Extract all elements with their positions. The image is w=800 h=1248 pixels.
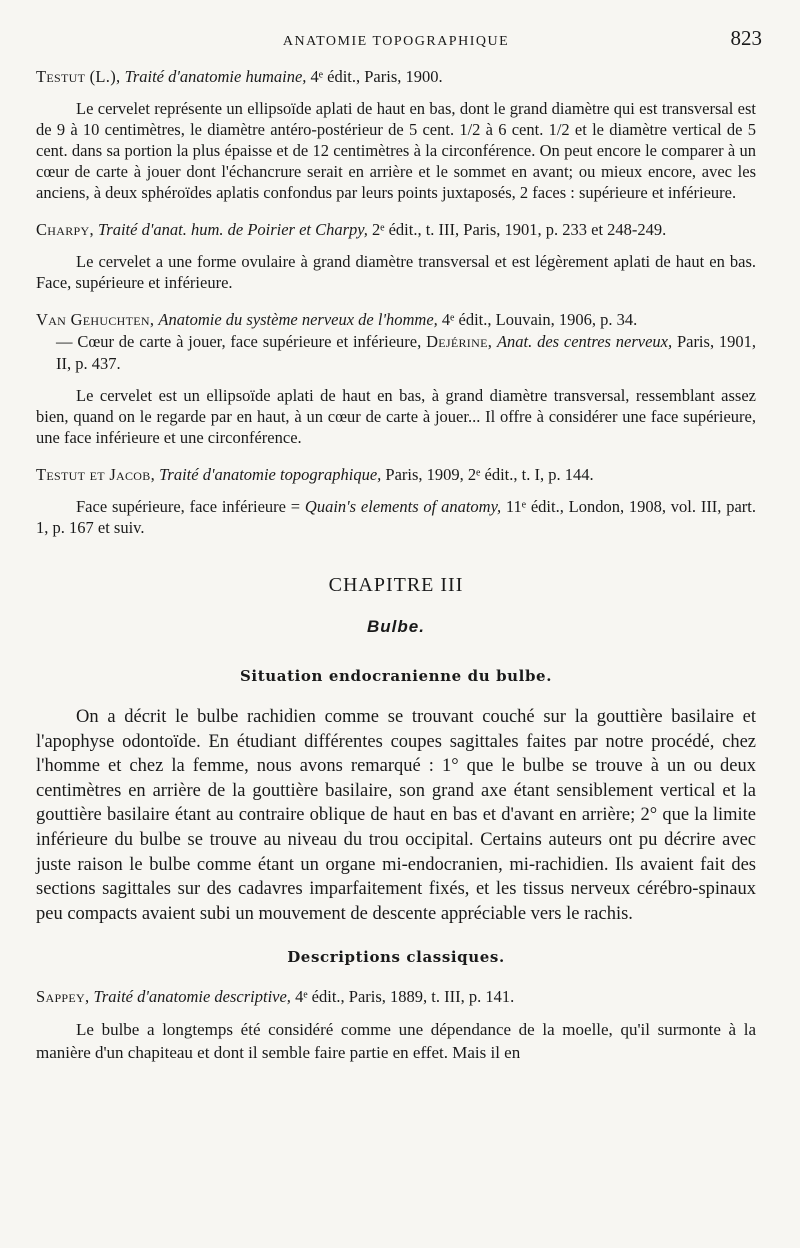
reference-details: Paris, 1909, 2ᵉ édit., t. I, p. 144.	[385, 465, 594, 484]
quote-text: Face supérieure, face inférieure =	[76, 497, 301, 516]
reference-details: 2ᵉ édit., t. III, Paris, 1901, p. 233 et 248-249.	[371, 220, 667, 239]
reference-author: Charpy,	[36, 220, 94, 239]
quote-paragraph: Le cervelet a une forme ovulaire à grand diamètre transversal et est légèrement aplati de haut en bas. Face, supérieure et inférieure.	[36, 252, 756, 292]
running-title: ANATOMIE TOPOGRAPHIQUE	[282, 34, 510, 49]
reference-work: Traité d'anatomie descriptive,	[93, 987, 291, 1007]
page-number: 823	[730, 26, 762, 50]
reference-continuation	[36, 331, 756, 375]
reference-details: 11ᵉ édit., London, 1908, vol. III, part. 1, p. 167 et suiv.	[36, 497, 757, 537]
quote-paragraph: Le cervelet est un ellipsoïde aplati de haut en bas, à grand diamètre transversal, ressemblant assez bien, quand on le regarde par en haut, à un cœur de carte à jouer... Il offre à considérer une face supérieure, une face inférieure et une circonférence.	[36, 386, 756, 447]
body-paragraph: Le bulbe a longtemps été considéré comme une dépendance de la moelle, qu'il surmonte à la manière d'un chapiteau et dont il semble faire partie en effet. Mais il en	[36, 1020, 756, 1063]
subsection-heading: Situation endocranienne du bulbe.	[239, 667, 553, 685]
subsection-heading: Descriptions classiques.	[287, 948, 505, 967]
reference-charpy	[36, 219, 756, 241]
reference-details: Paris, 1901, II, p. 437.	[56, 332, 757, 373]
section-title: Bulbe.	[367, 617, 425, 636]
reference-work: Traité d'anatomie topographique,	[159, 465, 382, 484]
reference-note: — Cœur de carte à jouer, face supérieure et inférieure,	[56, 332, 422, 351]
reference-work: Quain's elements of anatomy,	[304, 497, 502, 516]
chapter-heading: CHAPITRE III	[328, 574, 464, 596]
body-paragraph: On a décrit le bulbe rachidien comme se trouvant couché sur la gouttière basilaire et l'apophyse odontoïde. En étudiant différentes coupes sagittales faites par notre procédé, chez l'homme et chez la femme, nous avons remarqué : 1° que le bulbe se trouve à un ou deux centimètres en arrière de la gouttière basilaire, son grand axe étant sensiblement vertical et la gouttière basilaire étant au contraire oblique de haut en bas et d'avant en arrière; 2° que la limite inférieure du bulbe se trouve au niveau du trou occipital. Certains auteurs ont pu décrire avec juste raison le bulbe comme étant un organe mi-endocranien, mi-rachidien. Ils avaient fait des sections sagittales sur des cadavres imparfaitement fixés, et les tissus nerveux cérébro-spinaux peu compacts avaient subi un mouvement de descente appréciable vers le rachis.	[36, 707, 756, 924]
reference-author: Testut et Jacob,	[36, 465, 156, 484]
reference-sappey	[36, 986, 756, 1008]
reference-testut-jacob	[36, 464, 756, 486]
reference-details: 4ᵉ édit., Paris, 1900.	[310, 67, 443, 86]
reference-work: Anat. des centres nerveux,	[496, 332, 673, 351]
quote-quain	[36, 496, 756, 538]
reference-details: 4ᵉ édit., Louvain, 1906, p. 34.	[441, 310, 638, 329]
reference-author: Testut (L.),	[36, 67, 121, 86]
quote-paragraph: Le cervelet représente un ellipsoïde aplati de haut en bas, dont le grand diamètre qui est transversal est de 9 à 10 centimètres, le diamètre antéro-postérieur de 5 cent. 1/2 à 6 cent. 1/2 et le diamètre vertical de 5 cent. dans sa portion la plus épaisse et de 12 centimètres à la circonférence. On peut encore le comparer à un cœur de carte à jouer dont l'échancrure serait en arrière et le sommet en avant; ou mieux encore, avec les anciens, à deux sphéroïdes aplatis confondus par leurs points juxtaposés, 2 faces : supérieure et inférieure.	[36, 99, 756, 202]
running-head	[36, 26, 762, 66]
reference-author: Van Gehuchten,	[36, 310, 155, 329]
reference-testut	[36, 66, 756, 88]
reference-author: Sappey,	[36, 987, 90, 1007]
reference-work: Traité d'anat. hum. de Poirier et Charpy,	[98, 220, 368, 239]
reference-details: 4ᵉ édit., Paris, 1889, t. III, p. 141.	[295, 987, 515, 1007]
reference-work: Anatomie du système nerveux de l'homme,	[158, 310, 438, 329]
reference-work: Traité d'anatomie humaine,	[124, 67, 307, 86]
reference-van-gehuchten	[36, 309, 756, 375]
reference-author: Dejérine,	[426, 332, 493, 351]
